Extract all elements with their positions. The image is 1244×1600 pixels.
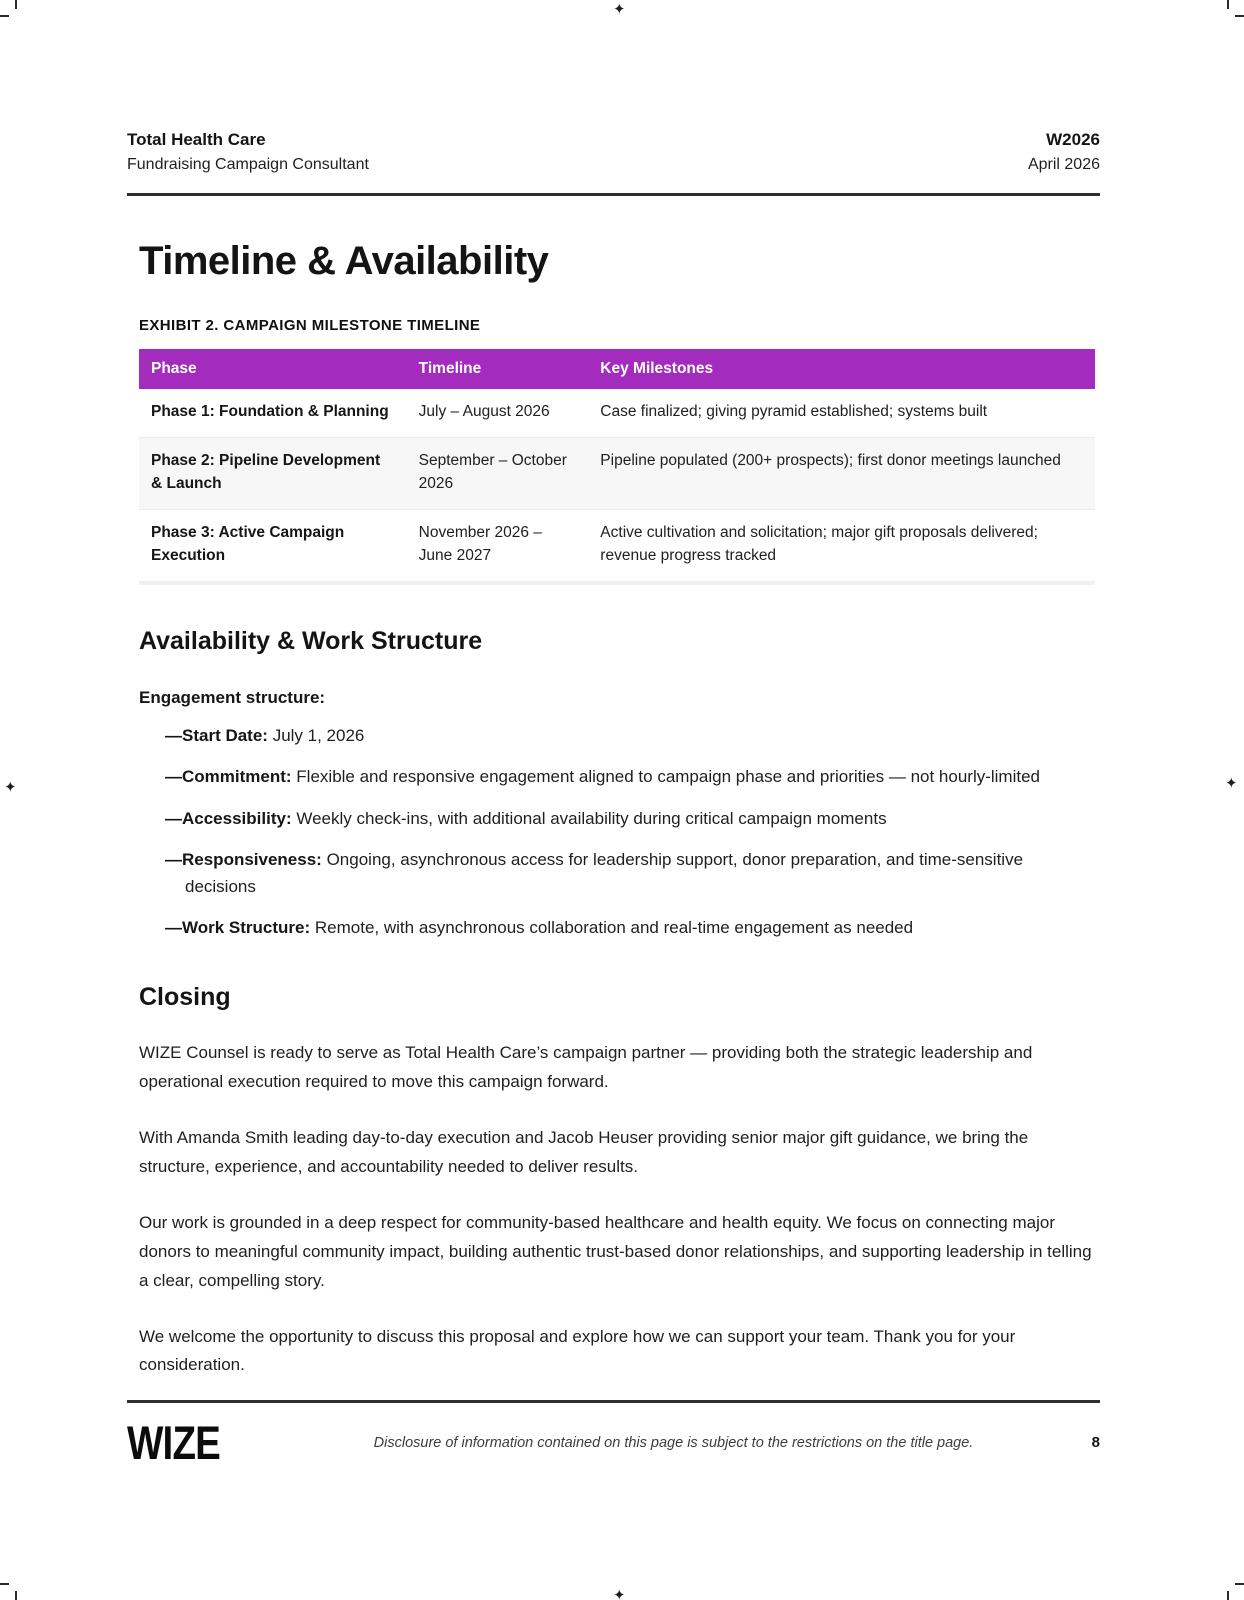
cell-timeline: November 2026 – June 2027 xyxy=(407,510,589,583)
list-item-text: Remote, with asynchronous collaboration and real-time engagement as needed xyxy=(314,918,914,938)
section-heading-availability: Availability & Work Structure xyxy=(139,627,483,656)
page-header xyxy=(127,128,1100,176)
closing-paragraph: WIZE Counsel is ready to serve as Total Health Care’s campaign partner — providing both the strategic leadership and operational execution required to move this campaign forward. xyxy=(139,1043,1033,1092)
closing-paragraph: Our work is grounded in a deep respect for community-based healthcare and health equity. We focus on connecting major donors to meaningful community impact, building authentic trust-based donor relationships, and supporting leadership in telling a clear, compelling story. xyxy=(139,1212,1092,1290)
closing-paragraph: We welcome the opportunity to discuss this proposal and explore how we can support your team. Thank you for your consideration. xyxy=(139,1326,1016,1375)
engagement-list-item xyxy=(182,722,1095,749)
table-row xyxy=(139,438,1095,510)
crop-mark-icon xyxy=(1227,0,1229,9)
list-item-label: — Accessibility: xyxy=(165,809,292,828)
footer-disclosure: Disclosure of information contained on this page is subject to the restrictions on the title page. xyxy=(373,1434,974,1451)
engagement-structure-label: Engagement structure: xyxy=(139,688,326,708)
cell-timeline: July – August 2026 xyxy=(418,402,550,420)
registration-mark-icon: ✦ xyxy=(4,779,17,796)
list-item-text: Weekly check-ins, with additional availability during critical campaign moments xyxy=(296,808,887,828)
header-role: Fundraising Campaign Consultant xyxy=(127,155,369,173)
crop-mark-icon xyxy=(15,0,17,9)
table-row xyxy=(139,389,1095,438)
engagement-list-item xyxy=(182,846,1095,900)
list-item-label: — Responsiveness: xyxy=(165,850,322,869)
header-divider xyxy=(127,193,1100,196)
cell-phase: Phase 1: Foundation & Planning xyxy=(151,402,389,420)
list-item-text: Flexible and responsive engagement aligned to campaign phase and priorities — not hourly-limited xyxy=(296,767,1041,787)
engagement-list xyxy=(139,722,1095,941)
page-footer xyxy=(127,1400,1100,1470)
list-item-label: — Work Structure: xyxy=(165,918,310,937)
wize-logo: WIZE xyxy=(127,1416,221,1469)
header-doc-code: W2026 xyxy=(1046,130,1100,149)
header-right xyxy=(1028,128,1100,176)
table-row xyxy=(139,510,1095,583)
cell-milestones: Active cultivation and solicitation; major gift proposals delivered; revenue progress tracked xyxy=(588,510,1095,583)
footer-row xyxy=(127,1415,1100,1470)
list-item-text: July 1, 2026 xyxy=(272,726,365,746)
registration-mark-icon: ✦ xyxy=(1225,775,1238,792)
cell-milestones: Pipeline populated (200+ prospects); first donor meetings launched xyxy=(588,438,1095,510)
exhibit-label: EXHIBIT 2. CAMPAIGN MILESTONE TIMELINE xyxy=(139,316,481,334)
header-left xyxy=(127,128,369,176)
column-header: Timeline xyxy=(407,349,589,389)
milestone-table xyxy=(139,349,1095,585)
document-body xyxy=(139,239,1095,1380)
closing-paragraph: With Amanda Smith leading day-to-day execution and Jacob Heuser providing senior major gift guidance, we bring the structure, experience, and accountability needed to deliver results. xyxy=(139,1128,1029,1176)
crop-mark-icon xyxy=(0,1583,9,1585)
cell-timeline: September – October 2026 xyxy=(407,438,589,510)
header-client-name: Total Health Care xyxy=(127,130,266,149)
cell-phase: Phase 2: Pipeline Development & Launch xyxy=(139,438,407,510)
engagement-list-item xyxy=(182,805,1095,832)
page-title: Timeline & Availability xyxy=(139,238,549,283)
page-number: 8 xyxy=(1091,1434,1100,1451)
column-header: Phase xyxy=(139,349,407,389)
engagement-list-item xyxy=(182,914,1095,941)
crop-mark-icon xyxy=(1235,1583,1244,1585)
column-header: Key Milestones xyxy=(588,349,1095,389)
closing-paragraphs xyxy=(139,1039,1095,1380)
header-date: April 2026 xyxy=(1027,155,1100,173)
engagement-list-item xyxy=(182,763,1095,790)
milestone-table-body xyxy=(139,389,1095,583)
cell-phase: Phase 3: Active Campaign Execution xyxy=(139,510,407,583)
list-item-label: — Commitment: xyxy=(165,767,292,786)
list-item-label: — Start Date: xyxy=(165,726,268,745)
registration-mark-icon: ✦ xyxy=(613,1587,626,1600)
crop-mark-icon xyxy=(15,1591,17,1600)
list-item-text: Ongoing, asynchronous access for leadership support, donor preparation, and time-sensitive decisions xyxy=(185,849,1024,896)
crop-mark-icon xyxy=(0,15,9,17)
cell-milestones: Case finalized; giving pyramid established; systems built xyxy=(600,402,988,420)
crop-mark-icon xyxy=(1227,1591,1229,1600)
crop-mark-icon xyxy=(1235,15,1244,17)
registration-mark-icon: ✦ xyxy=(613,1,626,18)
footer-divider xyxy=(127,1400,1100,1403)
table-header-row xyxy=(139,349,1095,389)
section-heading-closing: Closing xyxy=(139,983,231,1012)
